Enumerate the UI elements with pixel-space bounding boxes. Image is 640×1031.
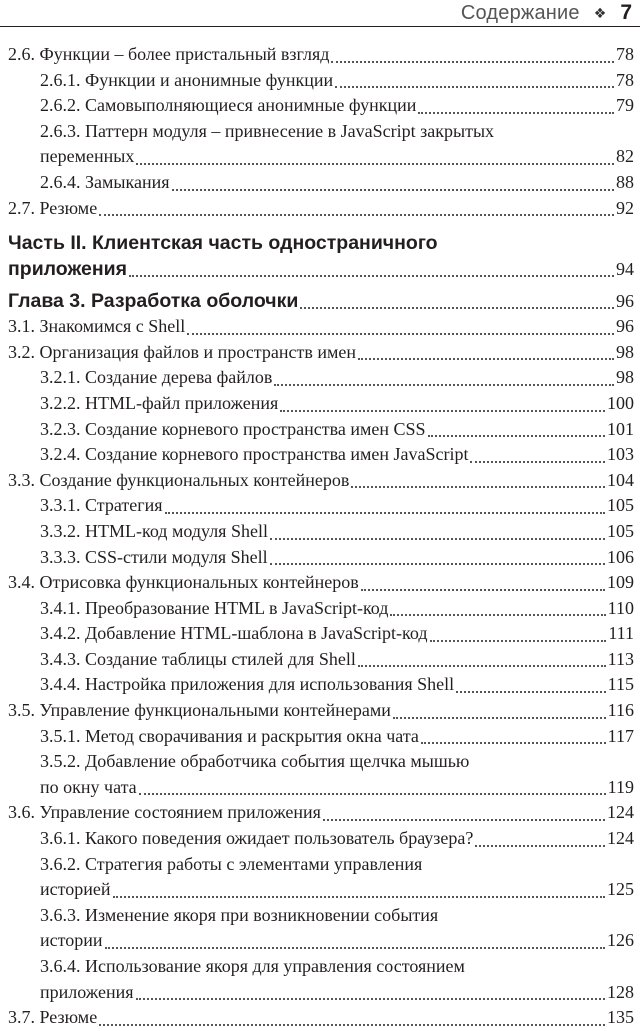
toc-entry-page: 100 [607,392,634,413]
dot-leader [430,621,607,642]
dot-leader [475,826,605,847]
toc-entry-title: 3.4.2. Добавление HTML-шаблона в JavaScript-код [40,623,428,644]
toc-entry-title: 2.6.1. Функции и анонимные функции [40,69,334,90]
toc-entry-title: 3.6.1. Какого поведения ожидает пользователь браузера? [40,828,474,849]
dot-leader [421,724,606,745]
toc-entry-3-2[interactable] [8,340,634,366]
table-of-contents [8,42,634,1031]
page-number: 7 [620,1,632,24]
dot-leader [331,42,614,63]
dot-leader [136,144,614,165]
dot-leader [470,442,605,463]
toc-entry-title: 3.3.1. Стратегия [40,495,163,516]
toc-entry-title: 3.4.4. Настройка приложения для использования Shell [40,674,455,695]
toc-entry-3-3-2[interactable] [8,519,634,545]
toc-entry-title: 3.5. Управление функциональными контейнерами [8,700,391,721]
toc-entry-page: 98 [616,341,634,362]
toc-entry-page: 78 [616,69,634,90]
dot-leader [139,775,606,796]
toc-entry-title-line1: 3.6.4. Использование якоря для управления состоянием [40,956,465,976]
toc-entry-3-2-4[interactable] [8,442,634,468]
toc-entry-3-6-1[interactable] [8,826,634,852]
toc-entry-title-line1: 2.6.3. Паттерн модуля – привнесение в JavaScript закрытых [40,120,495,141]
toc-entry-title: 3.2.1. Создание дерева файлов [40,367,273,388]
toc-entry-title: 3.4. Отрисовка функциональных контейнеров [8,572,359,593]
toc-entry-title: 3.3.2. HTML-код модуля Shell [40,520,268,541]
toc-entry-2-6-3[interactable] [8,119,634,170]
dot-leader [323,800,605,821]
dot-leader [280,391,605,412]
dot-leader [129,256,614,277]
toc-entry-page: 101 [607,418,634,439]
dot-leader [335,68,614,89]
toc-entry-page: 105 [607,495,634,516]
dot-leader [105,928,605,949]
toc-entry-title: 3.2. Организация файлов и пространств имен [8,341,356,362]
toc-entry-title: 2.6.2. Самовыполняющиеся анонимные функции [40,95,417,116]
toc-entry-3-4-1[interactable] [8,596,634,622]
dot-leader [99,1005,605,1026]
toc-entry-title: 3.7. Резюме [8,1007,98,1028]
dot-leader [418,93,614,114]
toc-entry-2-7[interactable] [8,196,634,222]
dot-leader [393,698,606,719]
toc-entry-3-2-1[interactable] [8,365,634,391]
toc-entry-page: 113 [607,648,634,669]
toc-part-title-line1: Часть II. Клиентская часть одностраничного [8,232,438,255]
toc-entry-title: 3.2.3. Создание корневого пространства имен CSS [40,418,426,439]
toc-entry-page: 124 [607,828,634,849]
toc-entry-page: 94 [616,259,634,280]
toc-entry-title-line2: историей [40,879,111,900]
toc-entry-title-line1: 3.6.2. Стратегия работы с элементами управления [40,853,423,874]
dot-leader [113,877,605,898]
toc-entry-page: 111 [608,623,634,644]
toc-entry-2-6-1[interactable] [8,68,634,94]
toc-entry-page: 78 [616,44,634,64]
toc-entry-3-3[interactable] [8,468,634,494]
toc-entry-3-2-3[interactable] [8,417,634,443]
toc-entry-page: 103 [607,444,634,465]
toc-entry-page: 119 [607,776,634,797]
toc-entry-2-6-2[interactable] [8,93,634,119]
dot-leader [300,288,614,309]
toc-entry-3-5-2[interactable] [8,749,634,800]
toc-entry-title: 3.4.1. Преобразование HTML в JavaScript-код [40,597,389,618]
dot-leader [187,314,614,335]
toc-entry-title: 2.6. Функции – более пристальный взгляд [8,44,330,64]
toc-entry-3-5-1[interactable] [8,724,634,750]
dot-leader [358,340,614,361]
dot-leader [351,468,605,489]
dot-leader [274,365,614,386]
dot-leader [428,417,605,438]
toc-entry-title: 3.6. Управление состоянием приложения [8,802,321,823]
toc-entry-2-6-4[interactable] [8,170,634,196]
toc-entry-title: 3.2.4. Создание корневого пространства имен JavaScript [40,444,469,465]
toc-entry-3-1[interactable] [8,314,634,340]
toc-entry-page: 96 [616,291,634,312]
dot-leader [456,672,606,693]
dot-leader [270,545,605,566]
toc-entry-3-6-2[interactable] [8,852,634,903]
toc-chapter-title: Глава 3. Разработка оболочки [8,290,299,313]
toc-entry-page: 82 [616,146,634,167]
dot-leader [390,596,605,617]
toc-entry-3-2-2[interactable] [8,391,634,417]
toc-entry-page: 79 [616,95,634,116]
toc-entry-page: 104 [607,469,634,490]
header-title: Содержание [460,1,580,24]
toc-entry-title: 3.2.2. HTML-файл приложения [40,392,279,413]
toc-entry-3-3-3[interactable] [8,545,634,571]
toc-entry-3-4[interactable] [8,570,634,596]
toc-entry-title-line2: переменных [40,146,135,167]
toc-entry-3-4-2[interactable] [8,621,634,647]
toc-entry-title: 3.1. Знакомимся с Shell [8,316,186,337]
toc-entry-3-5[interactable] [8,698,634,724]
toc-entry-2-6[interactable] [8,42,634,68]
toc-chapter-3[interactable] [8,288,634,314]
ornament-icon: ❖ [593,4,607,21]
toc-entry-page: 117 [607,725,634,746]
toc-entry-page: 125 [607,879,634,900]
toc-entry-page: 92 [616,197,634,218]
toc-entry-3-6-4[interactable] [8,954,634,1005]
toc-entry-page: 126 [607,930,634,951]
toc-entry-page: 110 [607,597,634,618]
toc-entry-title-line1: 3.6.3. Изменение якоря при возникновении события [40,904,439,925]
toc-entry-page: 128 [607,981,634,1002]
toc-entry-3-7[interactable] [8,1005,634,1031]
toc-entry-page: 98 [616,367,634,388]
toc-entry-3-4-4[interactable] [8,672,634,698]
toc-entry-page: 109 [607,572,634,593]
toc-entry-title: 3.3.3. CSS-стили модуля Shell [40,546,268,567]
toc-entry-3-6-3[interactable] [8,903,634,954]
dot-leader [270,519,605,540]
dot-leader [165,493,605,514]
toc-entry-page: 124 [607,802,634,823]
running-header [461,0,632,26]
toc-entry-title: 3.5.1. Метод сворачивания и раскрытия окна чата [40,725,419,746]
toc-entry-3-6[interactable] [8,800,634,826]
toc-entry-page: 115 [607,674,634,695]
toc-entry-page: 105 [607,520,634,541]
toc-entry-title-line2: приложения [40,981,134,1002]
dot-leader [99,196,614,217]
dot-leader [358,647,606,668]
dot-leader [172,170,615,191]
toc-entry-3-3-1[interactable] [8,493,634,519]
toc-entry-page: 135 [607,1007,634,1028]
toc-entry-title: 3.4.3. Создание таблицы стилей для Shell [40,648,356,669]
toc-entry-title: 2.7. Резюме [8,197,98,218]
toc-entry-page: 116 [607,700,634,721]
header-rule [0,26,640,27]
toc-entry-page: 88 [616,171,634,192]
dot-leader [361,570,605,591]
toc-part-title-line2: приложения [8,258,128,281]
toc-entry-title-line2: истории [40,930,103,951]
toc-entry-title-line1: 3.5.2. Добавление обработчика события щелчка мышью [40,751,470,772]
toc-entry-title: 3.3. Создание функциональных контейнеров [8,469,350,490]
toc-entry-page: 106 [607,546,634,567]
toc-entry-page: 96 [616,316,634,337]
toc-entry-title: 2.6.4. Замыкания [40,171,170,192]
toc-entry-3-4-3[interactable] [8,647,634,673]
toc-part-2[interactable] [8,230,634,282]
toc-entry-title-line2: по окну чата [40,776,137,797]
dot-leader [136,980,605,1001]
